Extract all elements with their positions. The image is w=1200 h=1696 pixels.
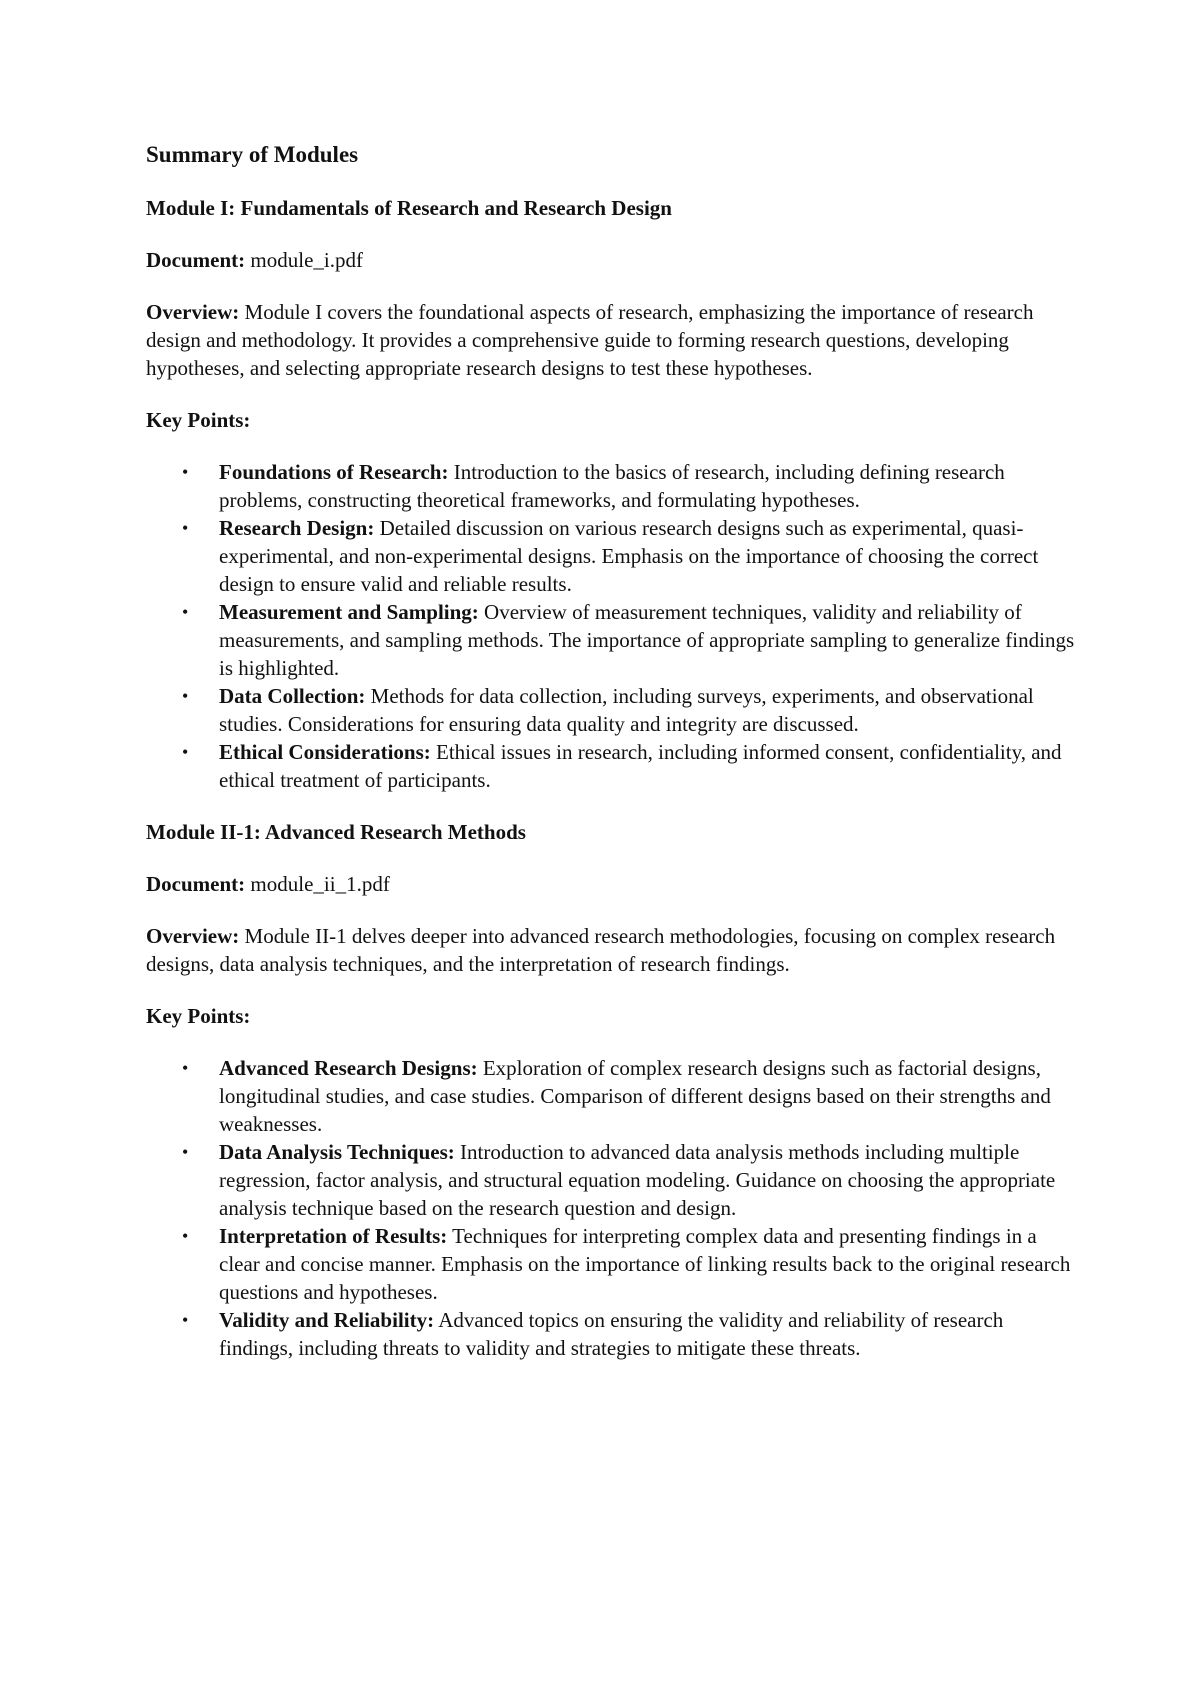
bullet-icon: • (182, 518, 189, 538)
point-term: Validity and Reliability: (219, 1308, 435, 1332)
point-term: Data Collection: (219, 684, 366, 708)
point-term: Advanced Research Designs: (219, 1056, 478, 1080)
overview-label: Overview: (146, 300, 240, 324)
overview-paragraph (146, 298, 1076, 382)
module-heading: Module II-1: Advanced Research Methods (146, 820, 526, 844)
module-section-2 (146, 818, 1076, 1362)
point-term: Interpretation of Results: (219, 1224, 448, 1248)
point-text: Exploration of complex research designs such as factorial designs, longitudinal studies, and case studies. Comparison of different designs based on their strengths and weaknesses. (219, 1056, 1051, 1136)
point-text: Introduction to advanced data analysis methods including multiple regression, factor analysis, and structural equation modeling. Guidance on choosing the appropriate analysis technique based on the research question and design. (219, 1140, 1056, 1220)
bullet-icon: • (182, 686, 189, 706)
point-text: Detailed discussion on various research designs such as experimental, quasi-experimental, and non-experimental designs. Emphasis on the importance of choosing the correct design to ensure valid and reliable results. (219, 516, 1039, 596)
list-item (146, 682, 1076, 738)
point-text: Techniques for interpreting complex data and presenting findings in a clear and concise manner. Emphasis on the importance of linking results back to the original research questions and hypotheses. (219, 1224, 1071, 1304)
point-text: Ethical issues in research, including informed consent, confidentiality, and ethical treatment of participants. (219, 740, 1062, 792)
document-page (146, 140, 1076, 1386)
point-text: Overview of measurement techniques, validity and reliability of measurements, and sampling methods. The importance of appropriate sampling to generalize findings is highlighted. (219, 600, 1075, 680)
page-title: Summary of Modules (146, 142, 359, 167)
document-filename: module_ii_1.pdf (245, 872, 390, 896)
overview-text: Module I covers the foundational aspects of research, emphasizing the importance of research design and methodology. It provides a comprehensive guide to forming research questions, developing hypotheses, and selecting appropriate research designs to test these hypotheses. (146, 300, 1034, 380)
document-filename: module_i.pdf (245, 248, 363, 272)
list-item (146, 1054, 1076, 1138)
list-item (146, 514, 1076, 598)
document-line (146, 246, 1076, 274)
document-label: Document: (146, 248, 246, 272)
bullet-icon: • (182, 602, 189, 622)
list-item (146, 598, 1076, 682)
overview-text: Module II-1 delves deeper into advanced research methodologies, focusing on complex research designs, data analysis techniques, and the interpretation of research findings. (146, 924, 1056, 976)
key-points-heading: Key Points: (146, 1004, 251, 1028)
list-item (146, 1138, 1076, 1222)
point-text: Advanced topics on ensuring the validity and reliability of research findings, including threats to validity and strategies to mitigate these threats. (219, 1308, 1004, 1360)
overview-paragraph (146, 922, 1076, 978)
bullet-icon: • (182, 1142, 189, 1162)
bullet-icon: • (182, 462, 189, 482)
module-section-1 (146, 194, 1076, 794)
overview-label: Overview: (146, 924, 240, 948)
module-heading: Module I: Fundamentals of Research and Research Design (146, 196, 672, 220)
key-points-heading: Key Points: (146, 408, 251, 432)
point-term: Data Analysis Techniques: (219, 1140, 455, 1164)
point-text: Introduction to the basics of research, including defining research problems, constructing theoretical frameworks, and formulating hypotheses. (219, 460, 1005, 512)
document-label: Document: (146, 872, 246, 896)
bullet-icon: • (182, 1226, 189, 1246)
list-item (146, 458, 1076, 514)
point-text: Methods for data collection, including surveys, experiments, and observational studies. Considerations for ensuring data quality and integrity are discussed. (219, 684, 1034, 736)
list-item (146, 1306, 1076, 1362)
point-term: Ethical Considerations: (219, 740, 431, 764)
point-term: Measurement and Sampling: (219, 600, 479, 624)
key-points-list (146, 458, 1076, 794)
key-points-list (146, 1054, 1076, 1362)
bullet-icon: • (182, 1058, 189, 1078)
point-term: Foundations of Research: (219, 460, 449, 484)
point-term: Research Design: (219, 516, 375, 540)
document-line (146, 870, 1076, 898)
bullet-icon: • (182, 742, 189, 762)
list-item (146, 738, 1076, 794)
list-item (146, 1222, 1076, 1306)
bullet-icon: • (182, 1310, 189, 1330)
